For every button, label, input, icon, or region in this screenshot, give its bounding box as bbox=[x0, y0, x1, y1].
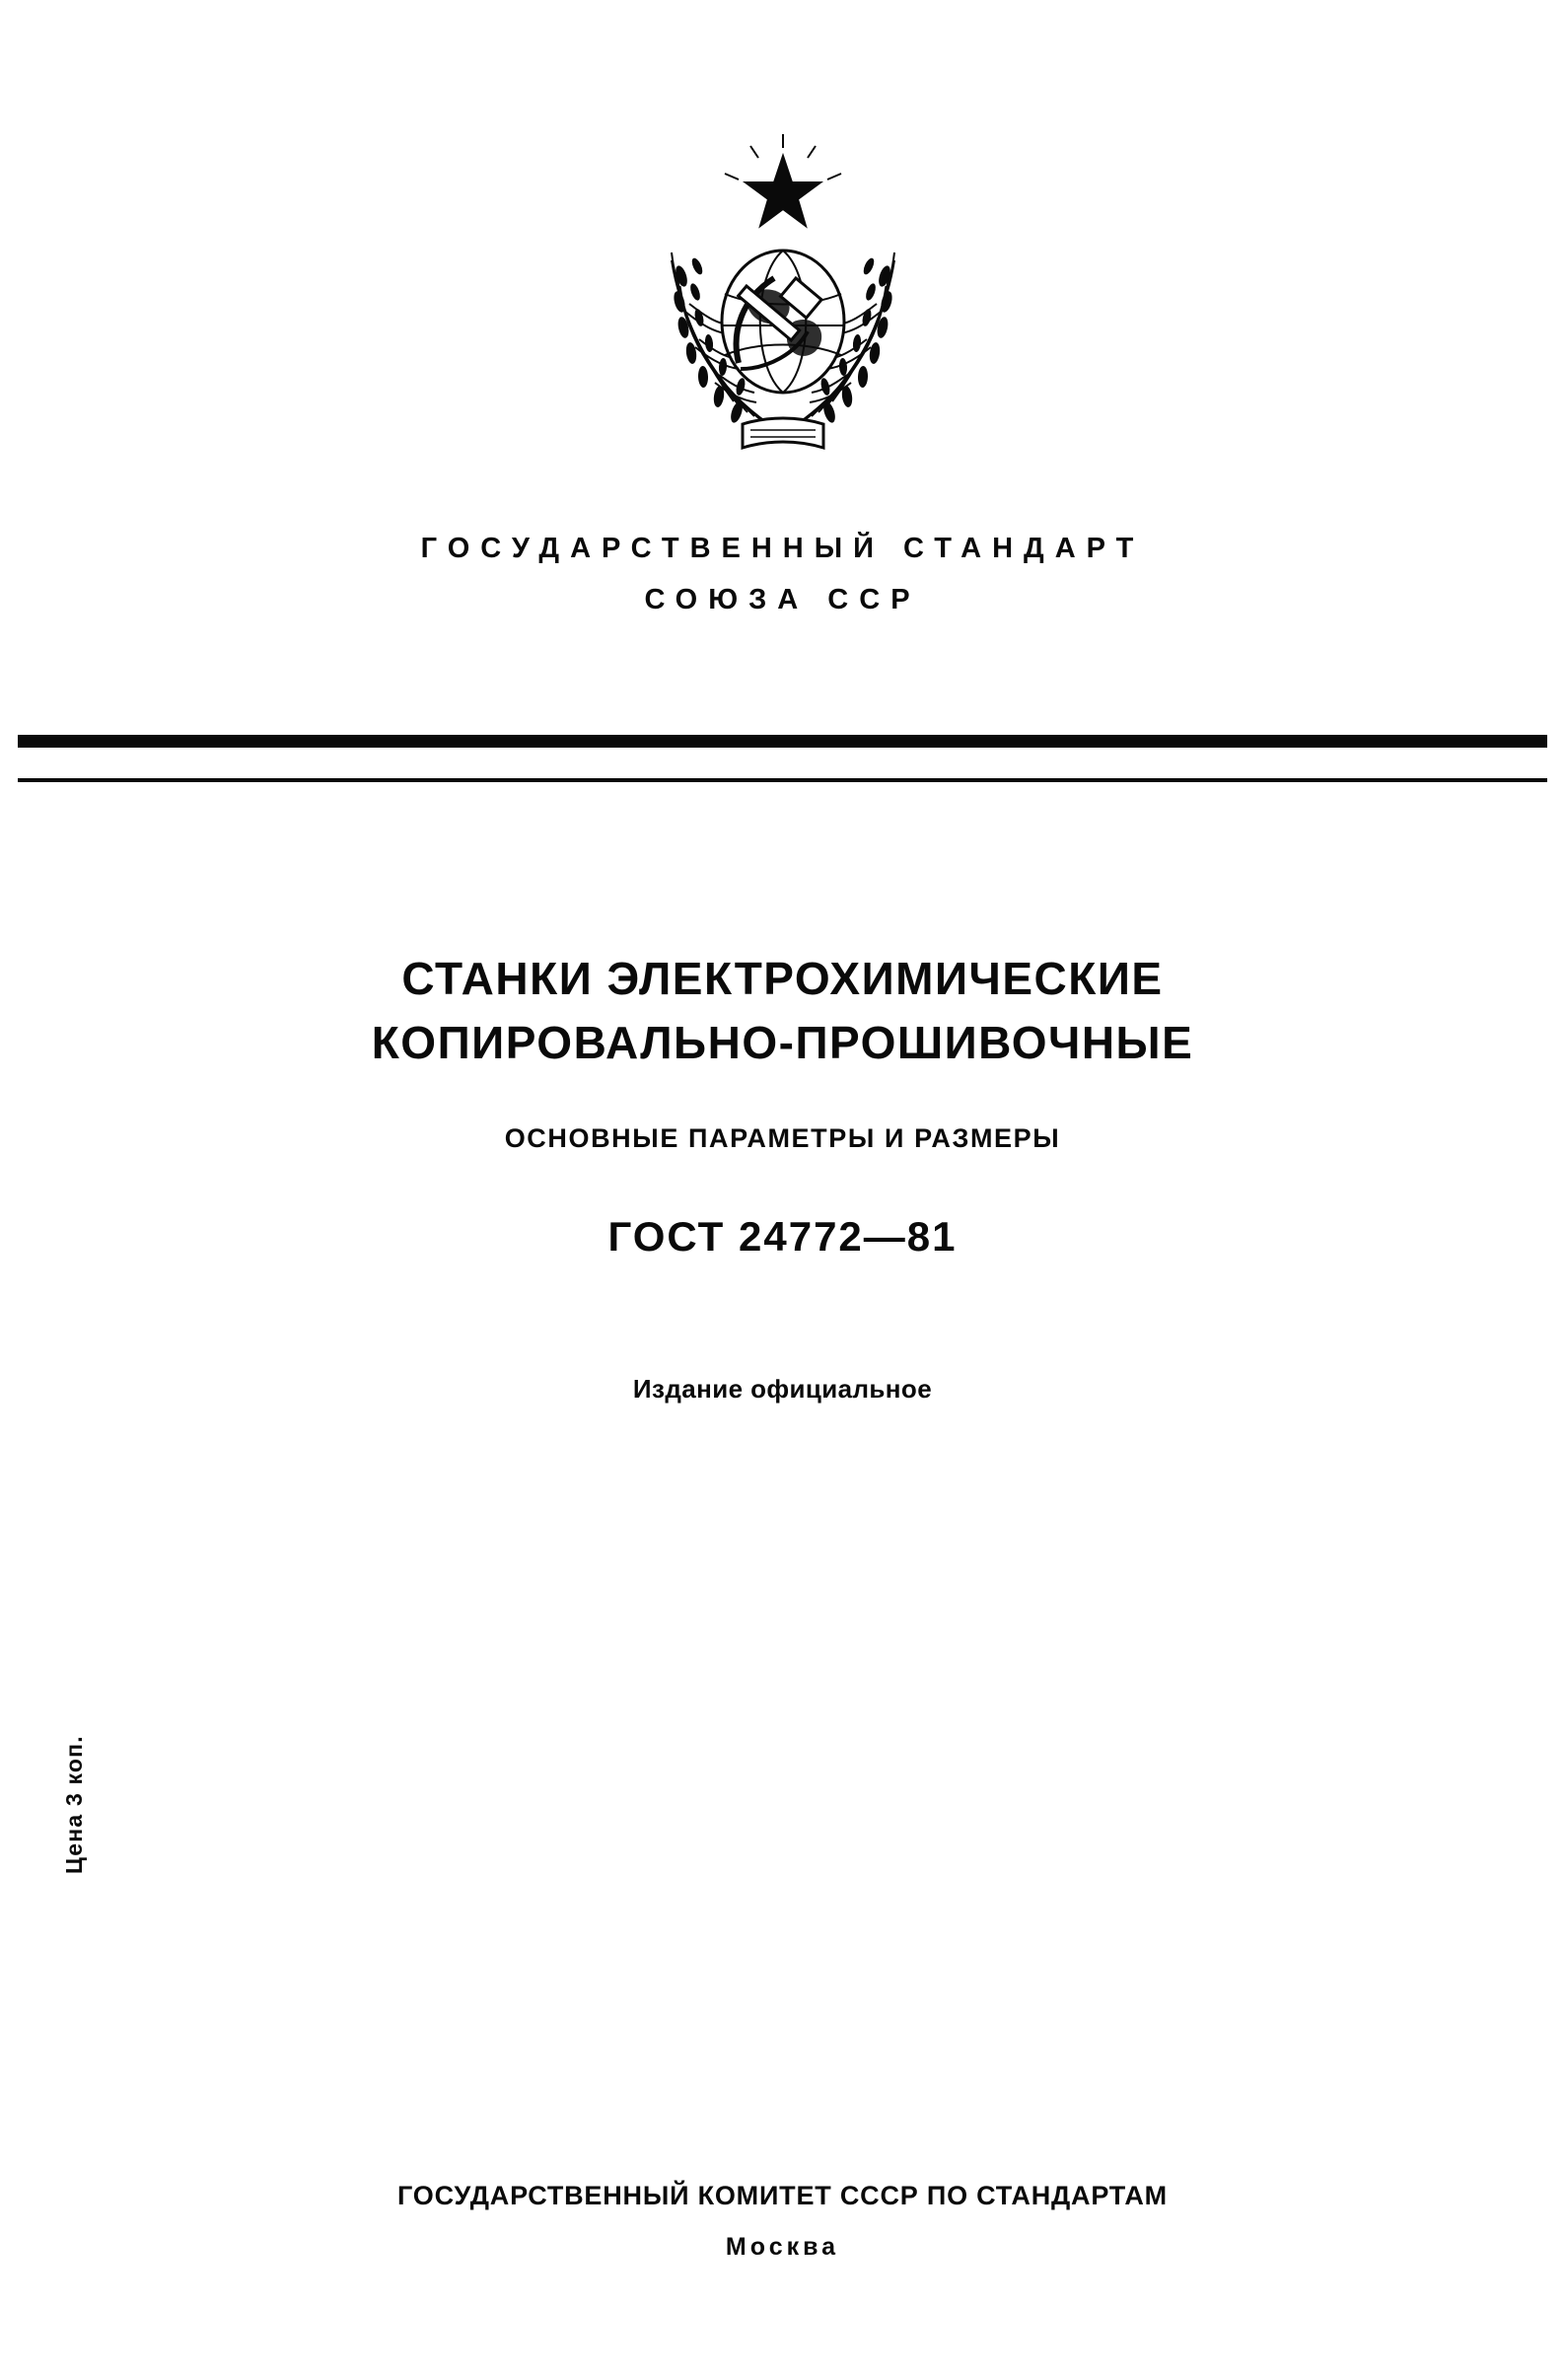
standard-number: ГОСТ 24772—81 bbox=[607, 1212, 958, 1260]
document-subtitle: ОСНОВНЫЕ ПАРАМЕТРЫ И РАЗМЕРЫ bbox=[504, 1122, 1061, 1153]
soviet-state-emblem-icon bbox=[620, 128, 946, 469]
standard-header bbox=[0, 528, 1565, 620]
publisher-committee: ГОСУДАРСТВЕННЫЙ КОМИТЕТ СССР ПО СТАНДАРТАМ bbox=[397, 2181, 1168, 2210]
price-side-note: Цена 3 коп. bbox=[61, 1735, 87, 1874]
publisher-city: Москва bbox=[725, 2233, 840, 2261]
document-title-line-1: СТАНКИ ЭЛЕКТРОХИМИЧЕСКИЕ bbox=[401, 953, 1164, 1004]
header-line-1: ГОСУДАРСТВЕННЫЙ СТАНДАРТ bbox=[420, 533, 1145, 564]
emblem-container bbox=[0, 128, 1565, 469]
document-title-line-2: КОПИРОВАЛЬНО-ПРОШИВОЧНЫЕ bbox=[371, 1017, 1194, 1069]
header-rule-thick bbox=[18, 735, 1547, 748]
title-block bbox=[0, 947, 1565, 1405]
edition-note: Издание официальное bbox=[632, 1373, 933, 1404]
document-footer bbox=[0, 2181, 1565, 2262]
header-rule-thin bbox=[18, 778, 1547, 782]
header-line-2: СОЮЗА ССР bbox=[644, 584, 921, 616]
